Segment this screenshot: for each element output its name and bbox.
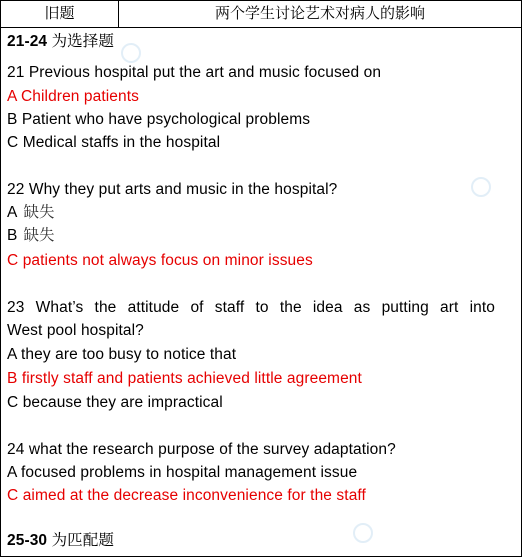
option-missing-text: 缺失 — [23, 204, 55, 221]
question-22-option-c: C patients not always focus on minor issues — [7, 252, 313, 269]
question-22-option-a — [7, 203, 55, 223]
question-21-option-b: B Patient who have psychological problems — [7, 111, 311, 128]
option-letter: A — [7, 204, 18, 221]
watermark-logo-icon — [121, 43, 141, 63]
section-title-21-24 — [7, 32, 114, 52]
question-22-option-b — [7, 226, 55, 246]
watermark-logo-icon — [471, 177, 491, 197]
question-21-option-c: C Medical staffs in the hospital — [7, 134, 221, 151]
section-label: 为选择题 — [51, 33, 114, 50]
question-23-stem-line2: West pool hospital? — [7, 322, 144, 339]
question-23-stem-line1: 23 What’s the attitude of staff to the idea as putting art into — [7, 299, 495, 316]
option-letter: B — [7, 227, 18, 244]
question-22-stem: 22 Why they put arts and music in the hospital? — [7, 181, 338, 198]
header-topic: 两个学生讨论艺术对病人的影响 — [214, 5, 425, 22]
question-23-option-c: C because they are impractical — [7, 394, 223, 411]
section-range: 21-24 — [7, 33, 48, 50]
section-range: 25-30 — [7, 532, 48, 549]
question-21-option-a: A Children patients — [7, 88, 140, 105]
option-missing-text: 缺失 — [23, 227, 55, 244]
question-23-option-b: B firstly staff and patients achieved little agreement — [7, 370, 362, 387]
question-24-stem: 24 what the research purpose of the survey adaptation? — [7, 441, 396, 458]
question-21-stem: 21 Previous hospital put the art and music focused on — [7, 64, 382, 81]
header-old-question: 旧题 — [1, 1, 119, 27]
table-header-row — [1, 1, 521, 28]
section-label: 为匹配题 — [51, 532, 114, 549]
question-24-option-c: C aimed at the decrease inconvenience for the staff — [7, 487, 366, 504]
question-24-option-a: A focused problems in hospital management issue — [7, 464, 358, 481]
question-23-option-a: A they are too busy to notice that — [7, 346, 237, 363]
section-title-25-30 — [7, 531, 114, 551]
watermark-logo-icon — [353, 523, 373, 543]
